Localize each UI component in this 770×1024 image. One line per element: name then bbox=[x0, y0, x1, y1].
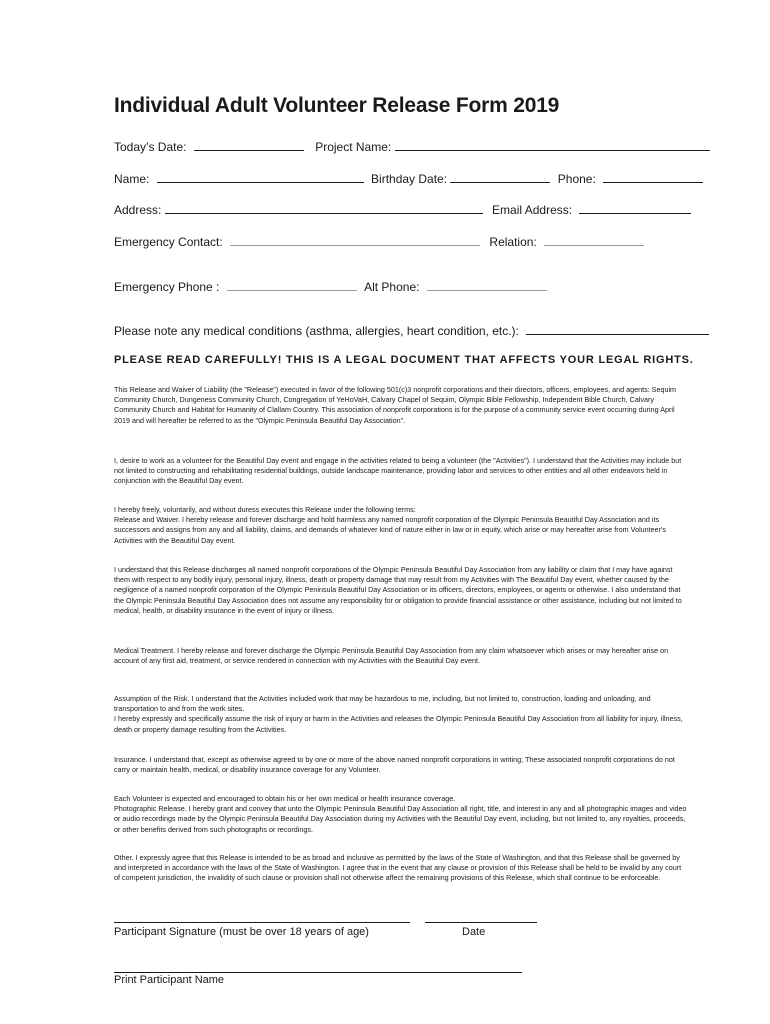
email-address-field[interactable] bbox=[579, 203, 691, 214]
medical-conditions-field[interactable] bbox=[526, 324, 709, 335]
address-field[interactable] bbox=[165, 203, 483, 214]
todays-date-field[interactable] bbox=[194, 140, 304, 151]
project-name-label: Project Name: bbox=[315, 140, 392, 154]
participant-signature-label: Participant Signature (must be over 18 years of age) bbox=[114, 926, 369, 938]
insurance-text: Insurance. I understand that, except as otherwise agreed to by one or more of the above named nonprofit corporations in writing; These associated nonprofit corporations do not carry or maintain health, medical, or disability insurance coverage for any Volunteer. bbox=[114, 755, 675, 775]
release-terms-text: I hereby freely, voluntarily, and without duress executes this Release under the following terms: bbox=[114, 505, 416, 514]
address-label: Address: bbox=[114, 203, 162, 217]
other-text: Other. I expressly agree that this Release is intended to be as broad and inclusive as permitted by the laws of the State of Washington, and that this Release shall be governed by and interpreted in accordance with the laws of the State of Washington. I agree that in the event that any clause or provision of this Release shall be held to be invalid by any court of competent jurisdiction, the invalidity of such clause or provision shall not otherwise affect the remaining provisions of this Release, which shall continue to be enforceable. bbox=[114, 853, 682, 883]
legal-notice-heading: PLEASE READ CAREFULLY! THIS IS A LEGAL DOCUMENT THAT AFFECTS YOUR LEGAL RIGHTS. bbox=[114, 354, 694, 366]
release-intro-paragraph bbox=[114, 385, 689, 426]
row-medical-conditions bbox=[114, 324, 709, 338]
alt-phone-field[interactable] bbox=[427, 280, 547, 291]
form-title: Individual Adult Volunteer Release Form 2019 bbox=[114, 94, 560, 117]
date-signature-line[interactable] bbox=[425, 922, 537, 923]
todays-date-label: Today’s Date: bbox=[114, 140, 187, 154]
health-insurance-text: Each Volunteer is expected and encouraged to obtain his or her own medical or health insurance coverage. bbox=[114, 794, 456, 803]
other-paragraph bbox=[114, 853, 689, 884]
volunteer-activities-text: I, desire to work as a volunteer for the Beautiful Day event and engage in the activities related to being a volunteer (the "Activities"). I understand that the Activities may include but not limited to constructing and rehabilitating residential buildings, outside landscape maintenance, providing labor and services to other entities and all other endeavors held in conjunction with the Beautiful Day event. bbox=[114, 456, 682, 486]
print-name-line[interactable] bbox=[114, 972, 522, 973]
release-intro-text: This Release and Waiver of Liability (the "Release") executed in favor of the following 501(c)3 nonprofit corporations and their directors, officers, employees, and agents: Sequim Community Church, Dungeness Community Church, Congregation of YeHoVaH, Calvary Chapel of Sequim, Olympic Bible Fellowship, Independent Bible Church, Calvary Community Church and Habitat for Humanity of Clallam Country. This association of nonprofit corporations is for the purpose of a community service event occurring during April 2019 and will hereafter be referred to as the "Olympic Peninsula Beautiful Day Association". bbox=[114, 385, 677, 425]
row-name-birthday-phone bbox=[114, 172, 703, 186]
row-emergency-phone bbox=[114, 280, 547, 294]
insurance-paragraph bbox=[114, 755, 689, 775]
name-field[interactable] bbox=[157, 172, 364, 183]
medical-conditions-label: Please note any medical conditions (asthma, allergies, heart condition, etc.): bbox=[114, 324, 519, 338]
release-waiver-text: Release and Waiver. I hereby release and forever discharge and hold harmless any named nonprofit corporation of the Olympic Peninsula Beautiful Day Association and its successors and assigns from any and all liability, claims, and demands of whatever kind of nature either in law or in equity, which arise or may hereafter arise from Volunteer's Activities with the Beautiful Day event. bbox=[114, 515, 667, 545]
volunteer-activities-paragraph bbox=[114, 456, 689, 487]
assumption-of-risk-text: Assumption of the Risk. I understand that the Activities included work that may be hazardous to me, including, but not limited to, construction, loading and unloading, and transportation to and from the work sites. bbox=[114, 694, 651, 714]
name-label: Name: bbox=[114, 172, 150, 186]
medical-treatment-text: Medical Treatment. I hereby release and forever discharge the Olympic Peninsula Beautiful Day Association from any claim whatsoever which arises or may hereafter arise on account of any first aid, treatment, or service rendered in connection with my Activities with the Beautiful Day event. bbox=[114, 646, 669, 666]
photographic-release-text: Photographic Release. I hereby grant and convey that unto the Olympic Peninsula Beautiful Day Association all right, title, and interest in any and all photographic images and video or audio recordings made by the Olympic Peninsula Beautiful Day Association during my Activities with the Beautiful Day event, including, but not limited to, any royalties, proceeds, or other benefits derived from such photographs or recordings. bbox=[114, 804, 687, 834]
signature-date-label: Date bbox=[462, 926, 486, 938]
release-waiver-paragraph bbox=[114, 505, 689, 546]
assume-risk-text: I hereby expressly and specifically assume the risk of injury or harm in the Activities and releases the Olympic Peninsula Beautiful Day Association from all liability for injury, illness, death or property damage resulting from the Activities. bbox=[114, 714, 683, 734]
alt-phone-label: Alt Phone: bbox=[364, 280, 420, 294]
row-date-project bbox=[114, 140, 710, 154]
emergency-phone-label: Emergency Phone : bbox=[114, 280, 220, 294]
birthday-date-label: Birthday Date: bbox=[371, 172, 448, 186]
phone-label: Phone: bbox=[557, 172, 596, 186]
relation-field[interactable] bbox=[544, 235, 644, 246]
email-address-label: Email Address: bbox=[492, 203, 573, 217]
phone-field[interactable] bbox=[603, 172, 703, 183]
medical-treatment-paragraph bbox=[114, 646, 689, 666]
emergency-contact-field[interactable] bbox=[230, 235, 480, 246]
discharge-text: I understand that this Release discharges all named nonprofit corporations of the Olympic Peninsula Beautiful Day Association from any liability or claim that I may have against them with respect to any bodily injury, personal injury, illness, death or property damage that may result from my Activities with The Beautiful Day event, whether caused by the negligence of a named nonprofit corporation of the Olympic Peninsula Beautiful Day Association or its officers, directors, employees, or agents or otherwise. I also understand that the Olympic Peninsula Beautiful Day Association does not assume any responsibility for or obligation to provide financial assistance or other assistance, including but not limited to medical, health, or disability insurance in the event of injury or illness. bbox=[114, 565, 682, 615]
emergency-contact-label: Emergency Contact: bbox=[114, 235, 223, 249]
project-name-field[interactable] bbox=[395, 140, 710, 151]
photographic-release-paragraph bbox=[114, 794, 689, 835]
birthday-date-field[interactable] bbox=[450, 172, 550, 183]
row-emergency-contact bbox=[114, 235, 644, 249]
assumption-of-risk-paragraph bbox=[114, 694, 689, 735]
participant-signature-line[interactable] bbox=[114, 922, 410, 923]
relation-label: Relation: bbox=[489, 235, 537, 249]
print-participant-name-label: Print Participant Name bbox=[114, 974, 225, 986]
discharge-paragraph bbox=[114, 565, 689, 616]
row-address-email bbox=[114, 203, 691, 217]
emergency-phone-field[interactable] bbox=[227, 280, 357, 291]
